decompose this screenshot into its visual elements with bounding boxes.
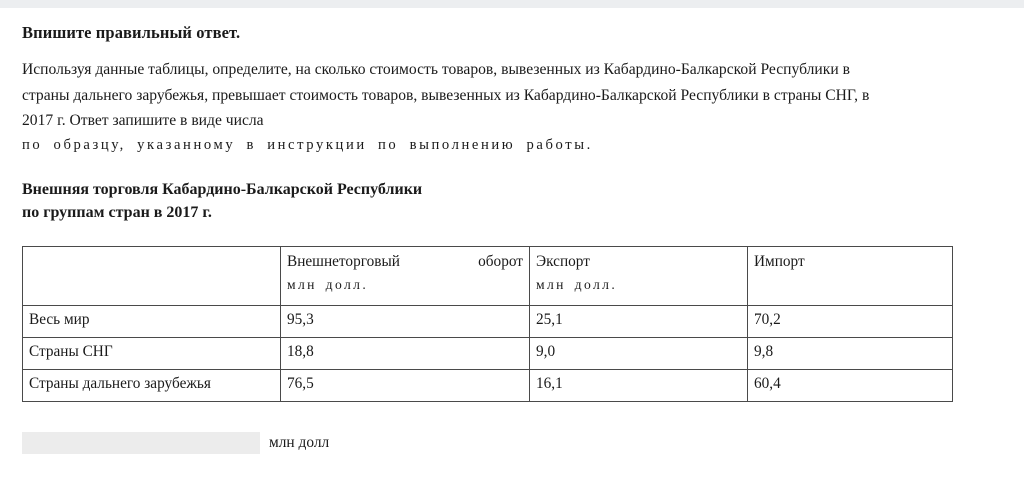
answer-input[interactable] <box>22 432 260 454</box>
table-header-row <box>23 247 953 306</box>
table-title-line-2: по группам стран в 2017 г. <box>22 204 212 222</box>
table-row <box>23 306 953 338</box>
header-cell-import <box>748 247 953 306</box>
header-turnover-label <box>287 252 523 272</box>
task-line-1: Используя данные таблицы, определите, на сколько стоимость товаров, вывезенных из Кабардино-Балкарской Республики в <box>22 61 850 79</box>
row-export: 16,1 <box>530 370 748 402</box>
top-bar <box>0 0 1024 8</box>
task-line-3: 2017 г. Ответ запишите в виде числа <box>22 111 264 129</box>
table-row <box>23 370 953 402</box>
table-row <box>23 338 953 370</box>
header-export-label: Экспорт <box>536 253 590 271</box>
row-import: 70,2 <box>748 306 953 338</box>
row-turnover: 95,3 <box>281 306 530 338</box>
header-turnover-unit: млн долл. <box>287 277 369 293</box>
row-export: 25,1 <box>530 306 748 338</box>
row-import: 60,4 <box>748 370 953 402</box>
task-heading: Впишите правильный ответ. <box>22 23 241 42</box>
header-cell-category <box>23 247 281 306</box>
row-turnover: 18,8 <box>281 338 530 370</box>
task-line-2: страны дальнего зарубежья, превышает стоимость товаров, вывезенных из Кабардино-Балкарской Республики в страны СНГ, в <box>22 86 870 104</box>
answer-row <box>22 432 329 454</box>
header-cell-turnover <box>281 247 530 306</box>
header-turnover-word1: Внешнеторговый <box>287 253 400 271</box>
header-cell-export <box>530 247 748 306</box>
task-description <box>22 57 1002 157</box>
row-turnover: 76,5 <box>281 370 530 402</box>
table-title <box>22 178 1002 224</box>
row-category: Страны дальнего зарубежья <box>23 370 281 402</box>
task-line-4: по образцу, указанному в инструкции по выполнению работы. <box>22 137 593 154</box>
row-category: Страны СНГ <box>23 338 281 370</box>
row-export: 9,0 <box>530 338 748 370</box>
header-export-unit: млн долл. <box>536 277 618 293</box>
header-import-label: Импорт <box>754 253 805 271</box>
foreign-trade-table <box>22 246 953 402</box>
answer-unit-label: млн долл <box>269 434 330 451</box>
header-turnover-word2: оборот <box>478 253 523 271</box>
row-import: 9,8 <box>748 338 953 370</box>
table-title-line-1: Внешняя торговля Кабардино-Балкарской Республики <box>22 180 423 198</box>
row-category: Весь мир <box>23 306 281 338</box>
